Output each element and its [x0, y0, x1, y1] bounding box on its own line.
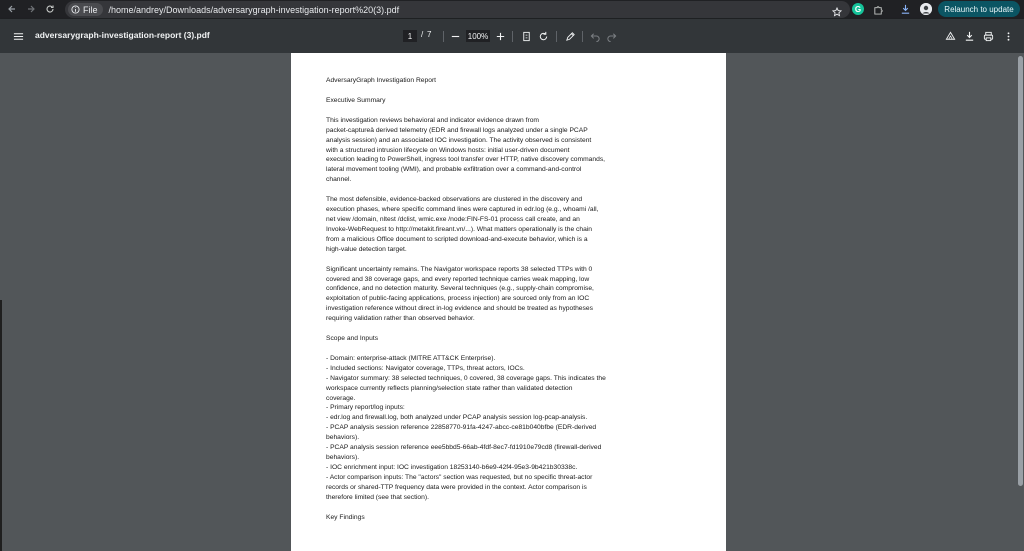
toolbar-divider	[512, 31, 513, 42]
downloads-icon[interactable]	[899, 3, 911, 15]
page-number-input[interactable]: 1	[403, 30, 417, 42]
redo-icon[interactable]	[604, 29, 618, 43]
zoom-level-input[interactable]: 100%	[467, 31, 489, 41]
print-icon[interactable]	[981, 29, 995, 43]
grammarly-extension-icon[interactable]	[852, 3, 864, 15]
reload-button[interactable]	[41, 0, 59, 18]
arrow-right-icon	[26, 4, 36, 14]
forward-button[interactable]	[22, 0, 40, 18]
relaunch-button[interactable]: Relaunch to update	[938, 1, 1020, 17]
scrollbar-thumb[interactable]	[1018, 56, 1023, 486]
paragraph: Significant uncertainty remains. The Navigator workspace reports 38 selected TTPs with 0 covered and 38 coverage gaps, and every reported technique carries weak mapping, low confidence, and no detection maturity. Several techniques (e.g., supply-chain compromise, exploitation of public-facing applications, process injection) are sourced only from an IOC investigation reference without direct in-log evidence and should be treated as hypotheses requiring validation rather than observed behavior.	[326, 265, 594, 323]
zoom-in-icon[interactable]	[493, 29, 507, 43]
window-edge	[0, 300, 2, 551]
page-content	[326, 76, 631, 532]
more-options-icon[interactable]	[1001, 29, 1015, 43]
page-separator: /	[421, 30, 424, 39]
pdf-page	[291, 53, 726, 551]
pdf-toolbar	[0, 19, 1024, 53]
paragraph: The most defensible, evidence-backed observations are clustered in the discovery and execution phases, where specific command lines were captured in edr.log (e.g., whoami /all, net view /domain, nltest /dclist, wmic.exe /node:FIN-FS-01 process call create, and an Invoke-WebRequest to http://metakit.fireant.vn/...). What matters operationally is the chain from a malicious Office document to scripted download-and-execute behavior, which is a high-value detection target.	[326, 196, 599, 253]
toolbar-divider	[556, 31, 557, 42]
address-bar[interactable]	[65, 1, 850, 18]
site-info-label: File	[83, 4, 98, 15]
toolbar-divider	[443, 31, 444, 42]
report-heading: AdversaryGraph Investigation Report	[326, 77, 437, 84]
menu-icon[interactable]	[11, 29, 25, 43]
url-text[interactable]: /home/andrey/Downloads/adversarygraph-investigation-report%20(3).pdf	[108, 4, 400, 15]
profile-avatar[interactable]	[920, 3, 932, 15]
arrow-left-icon	[7, 4, 17, 14]
info-icon	[71, 5, 80, 14]
scrollbar[interactable]	[1016, 53, 1024, 551]
exec-summary-heading: Executive Summary	[326, 96, 386, 104]
back-button[interactable]	[3, 0, 21, 18]
site-info-chip[interactable]	[68, 3, 103, 16]
scope-list: - Domain: enterprise-attack (MITRE ATT&CK Enterprise). - Included sections: Navigator coverage, TTPs, threat actors, IOCs. - Navigator summary: 38 selected techniques, 0 covered, 38 coverage gaps. This indicates the workspace currently reflects planning/selection state rather than validated detection coverage. - Primary report/log inputs: - edr.log and firewall.log, both analyzed under PCAP analysis session log-pcap-analysis. - PCAP analysis session reference 22858770-91fa-4247-abcc-ce81b040bfbe (EDR-derived behaviors). - PCAP analysis session reference eee5bbd5-66ab-4fdf-8ec7-fd1910e79cd8 (firewall-derived behaviors). - IOC enrichment input: IOC investigation 18253140-b6e9-42f4-95e3-9b421b30338c. - Actor comparison inputs: The "actors" section was requested, but no specific threat-actor records or shared-TTP frequency data were provided in the context. Actor comparison is therefore limited (see that section).	[326, 354, 606, 501]
paragraph: This investigation reviews behavioral and indicator evidence drawn from packet-captureâ derived telemetry (EDR and firewall logs analyzed under a single PCAP analysis session) and an associated IOC investigation. The activity observed is consistent with a structured intrusion lifecycle on Windows hosts: initial user-driven document execution leading to PowerShell, ingress tool transfer over HTTP, native discovery commands, lateral movement tooling (WMI), and probable exfiltration over a command-and-control channel.	[326, 116, 606, 184]
scope-heading: Scope and Inputs	[326, 335, 379, 343]
drive-save-icon[interactable]	[943, 29, 957, 43]
page-total: 7	[427, 30, 432, 39]
zoom-out-icon[interactable]	[448, 29, 462, 43]
download-icon[interactable]	[962, 29, 976, 43]
pdf-viewport[interactable]	[0, 53, 1024, 551]
key-findings-heading: Key Findings	[326, 513, 365, 521]
document-title: adversarygraph-investigation-report (3).pdf	[35, 30, 210, 40]
extensions-puzzle-icon[interactable]	[872, 3, 884, 15]
toolbar-divider	[582, 31, 583, 42]
rotate-icon[interactable]	[536, 29, 550, 43]
fit-page-icon[interactable]	[519, 29, 533, 43]
reload-icon	[45, 4, 55, 14]
browser-toolbar	[0, 0, 1024, 19]
grammarly-letter: G	[854, 4, 862, 14]
annotate-pen-icon[interactable]	[563, 29, 577, 43]
undo-icon[interactable]	[588, 29, 602, 43]
